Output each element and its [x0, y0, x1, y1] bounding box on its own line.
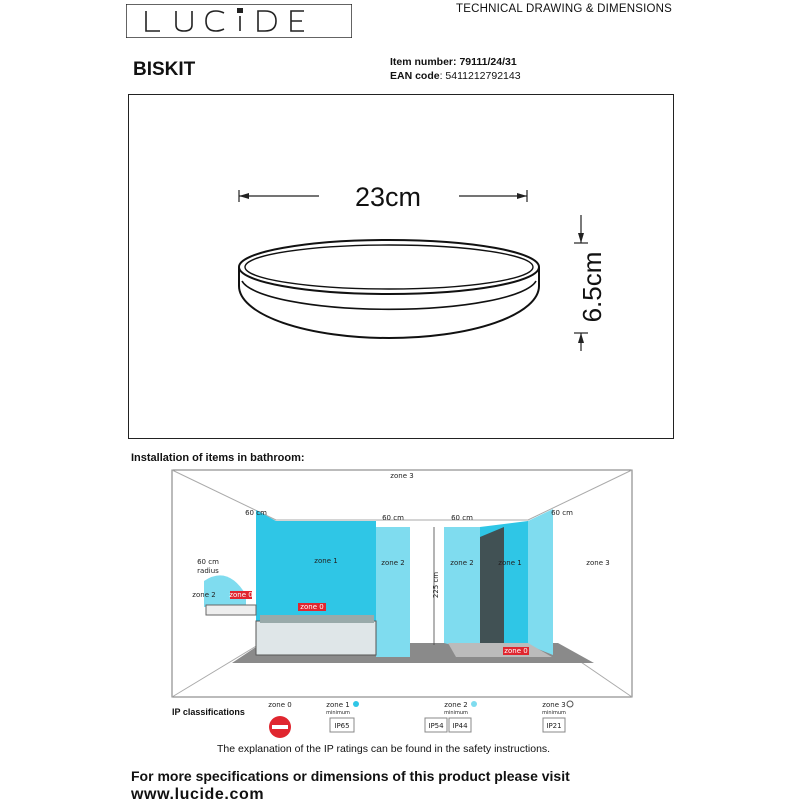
ip-zone1-label: zone 1 — [326, 701, 350, 709]
label-60cm-b: 60 cm — [382, 514, 404, 522]
product-name: BISKIT — [133, 59, 196, 80]
label-zone2-basin: zone 2 — [192, 591, 216, 599]
label-225cm: 225 cm — [432, 571, 440, 599]
item-number-label: Item number: — [390, 56, 457, 68]
label-zone3-top: zone 3 — [390, 472, 414, 480]
label-zone1-right: zone 1 — [498, 559, 522, 567]
height-arrow-bottom — [578, 333, 584, 343]
document-type-title: TECHNICAL DRAWING & DIMENSIONS — [456, 3, 672, 15]
ean-code-line — [390, 70, 521, 82]
ip-zone3-label: zone 3 — [542, 701, 566, 709]
bathroom-heading: Installation of items in bathroom: — [131, 452, 305, 464]
zone2-strip-right — [444, 527, 480, 655]
label-zone1-left: zone 1 — [314, 557, 338, 565]
ip54-label: IP54 — [428, 722, 444, 730]
label-zone0-basin: zone 0 — [229, 591, 253, 599]
zone2-right-strip — [528, 509, 553, 655]
height-arrow-top — [578, 233, 584, 243]
label-zone3-right: zone 3 — [586, 559, 610, 567]
ip-zone2-minimum: minimum — [444, 710, 468, 716]
width-arrow-right — [517, 193, 527, 199]
width-arrow-left — [239, 193, 249, 199]
ip-zone2-label: zone 2 — [444, 701, 468, 709]
brand-logo — [126, 4, 352, 38]
label-60cm-a: 60 cm — [245, 509, 267, 517]
technical-drawing — [129, 95, 675, 440]
ean-code-label: EAN code — [390, 70, 440, 82]
website-link[interactable]: www.lucide.com — [131, 786, 265, 803]
label-60cm-d: 60 cm — [551, 509, 573, 517]
label-radius-60cm: 60 cm — [197, 558, 219, 566]
ip-explanation-note: The explanation of the IP ratings can be found in the safety instructions. — [217, 743, 551, 755]
zone1-dot-icon — [353, 701, 359, 707]
label-radius: radius — [197, 567, 219, 575]
label-zone2-left: zone 2 — [381, 559, 405, 567]
shower-glass — [480, 527, 504, 651]
height-label: 6.5cm — [577, 251, 607, 323]
ip-zone0-label: zone 0 — [268, 701, 292, 709]
label-zone2-right: zone 2 — [450, 559, 474, 567]
lamp-drawing — [239, 240, 539, 338]
specifications-text: For more specifications or dimensions of this product please visit — [131, 768, 570, 784]
ip-legend — [250, 697, 590, 739]
width-label: 23cm — [354, 182, 422, 212]
zone2-strip-left — [376, 527, 410, 657]
zone3-dot-icon — [567, 701, 573, 707]
item-number-value: 79111/24/31 — [459, 56, 517, 68]
label-60cm-c: 60 cm — [451, 514, 473, 522]
technical-drawing-frame — [128, 94, 674, 439]
ip65-label: IP65 — [334, 722, 350, 730]
basin — [206, 605, 256, 615]
ip-zone1-minimum: minimum — [326, 710, 350, 716]
label-zone0-shower: zone 0 — [504, 647, 528, 655]
item-number-line — [390, 56, 517, 68]
ip-classifications-label: IP classifications — [172, 707, 245, 717]
bathtub — [256, 621, 376, 655]
bathtub-rim — [260, 615, 374, 623]
label-zone0-bath: zone 0 — [300, 603, 324, 611]
bathroom-zones-diagram — [168, 465, 636, 701]
ip-zone3-minimum: minimum — [542, 710, 566, 716]
ip21-label: IP21 — [546, 722, 562, 730]
ean-code-value: : 5411212792143 — [439, 70, 521, 82]
zone2-dot-icon — [471, 701, 477, 707]
ip44-label: IP44 — [452, 722, 468, 730]
